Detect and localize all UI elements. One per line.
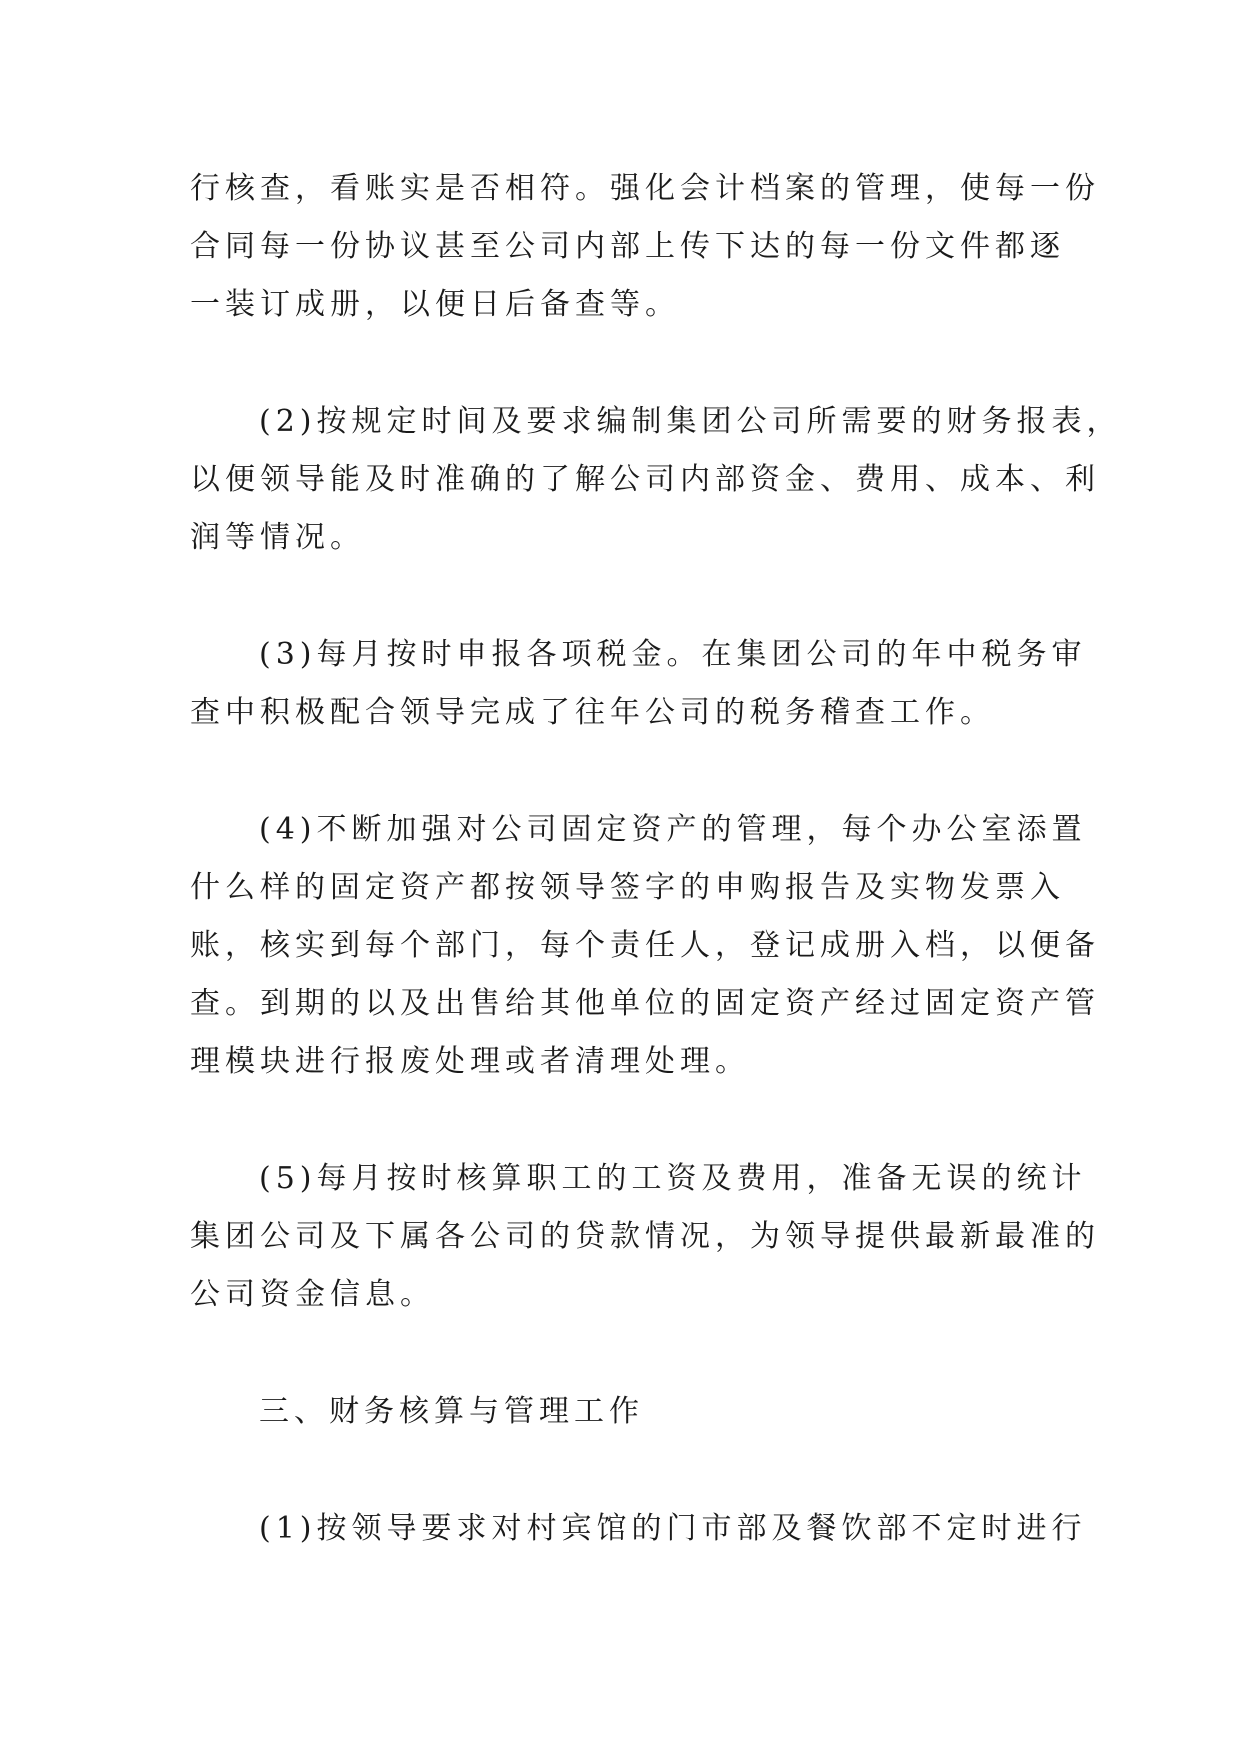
text-line: (2)按规定时间及要求编制集团公司所需要的财务报表， [259, 404, 1122, 439]
text-line: 集团公司及下属各公司的贷款情况，为领导提供最新最准的 [190, 1219, 1100, 1254]
text-line: 行核查，看账实是否相符。强化会计档案的管理，使每一份 [190, 171, 1100, 206]
text-line: 三、财务核算与管理工作 [259, 1394, 644, 1429]
paragraph-item-4 [190, 801, 1100, 1091]
paragraph-item-3 [190, 626, 1087, 742]
text-line: (3)每月按时申报各项税金。在集团公司的年中税务审 [259, 637, 1087, 672]
text-line: (5)每月按时核算职工的工资及费用，准备无误的统计 [259, 1161, 1087, 1196]
paragraph-item-2 [190, 393, 1122, 567]
paragraph-continuation [190, 160, 1100, 334]
text-line: 理模块进行报废处理或者清理处理。 [190, 1044, 750, 1079]
text-line: 一装订成册，以便日后备查等。 [190, 287, 680, 322]
text-line: 以便领导能及时准确的了解公司内部资金、费用、成本、利 [190, 462, 1100, 497]
text-line: (4)不断加强对公司固定资产的管理，每个办公室添置 [259, 812, 1087, 847]
paragraph-item-1 [190, 1500, 1087, 1558]
text-line: (1)按领导要求对村宾馆的门市部及餐饮部不定时进行 [259, 1511, 1087, 1546]
document-body [190, 160, 1122, 1617]
text-line: 账，核实到每个部门，每个责任人，登记成册入档，以便备 [190, 928, 1100, 963]
paragraph-item-5 [190, 1150, 1100, 1324]
section-heading [190, 1383, 1052, 1441]
text-line: 润等情况。 [190, 520, 365, 555]
text-line: 什么样的固定资产都按领导签字的申购报告及实物发票入 [190, 870, 1065, 905]
text-line: 合同每一份协议甚至公司内部上传下达的每一份文件都逐 [190, 229, 1065, 264]
text-line: 查。到期的以及出售给其他单位的固定资产经过固定资产管 [190, 986, 1100, 1021]
text-line: 公司资金信息。 [190, 1277, 435, 1312]
text-line: 查中积极配合领导完成了往年公司的税务稽查工作。 [190, 695, 995, 730]
